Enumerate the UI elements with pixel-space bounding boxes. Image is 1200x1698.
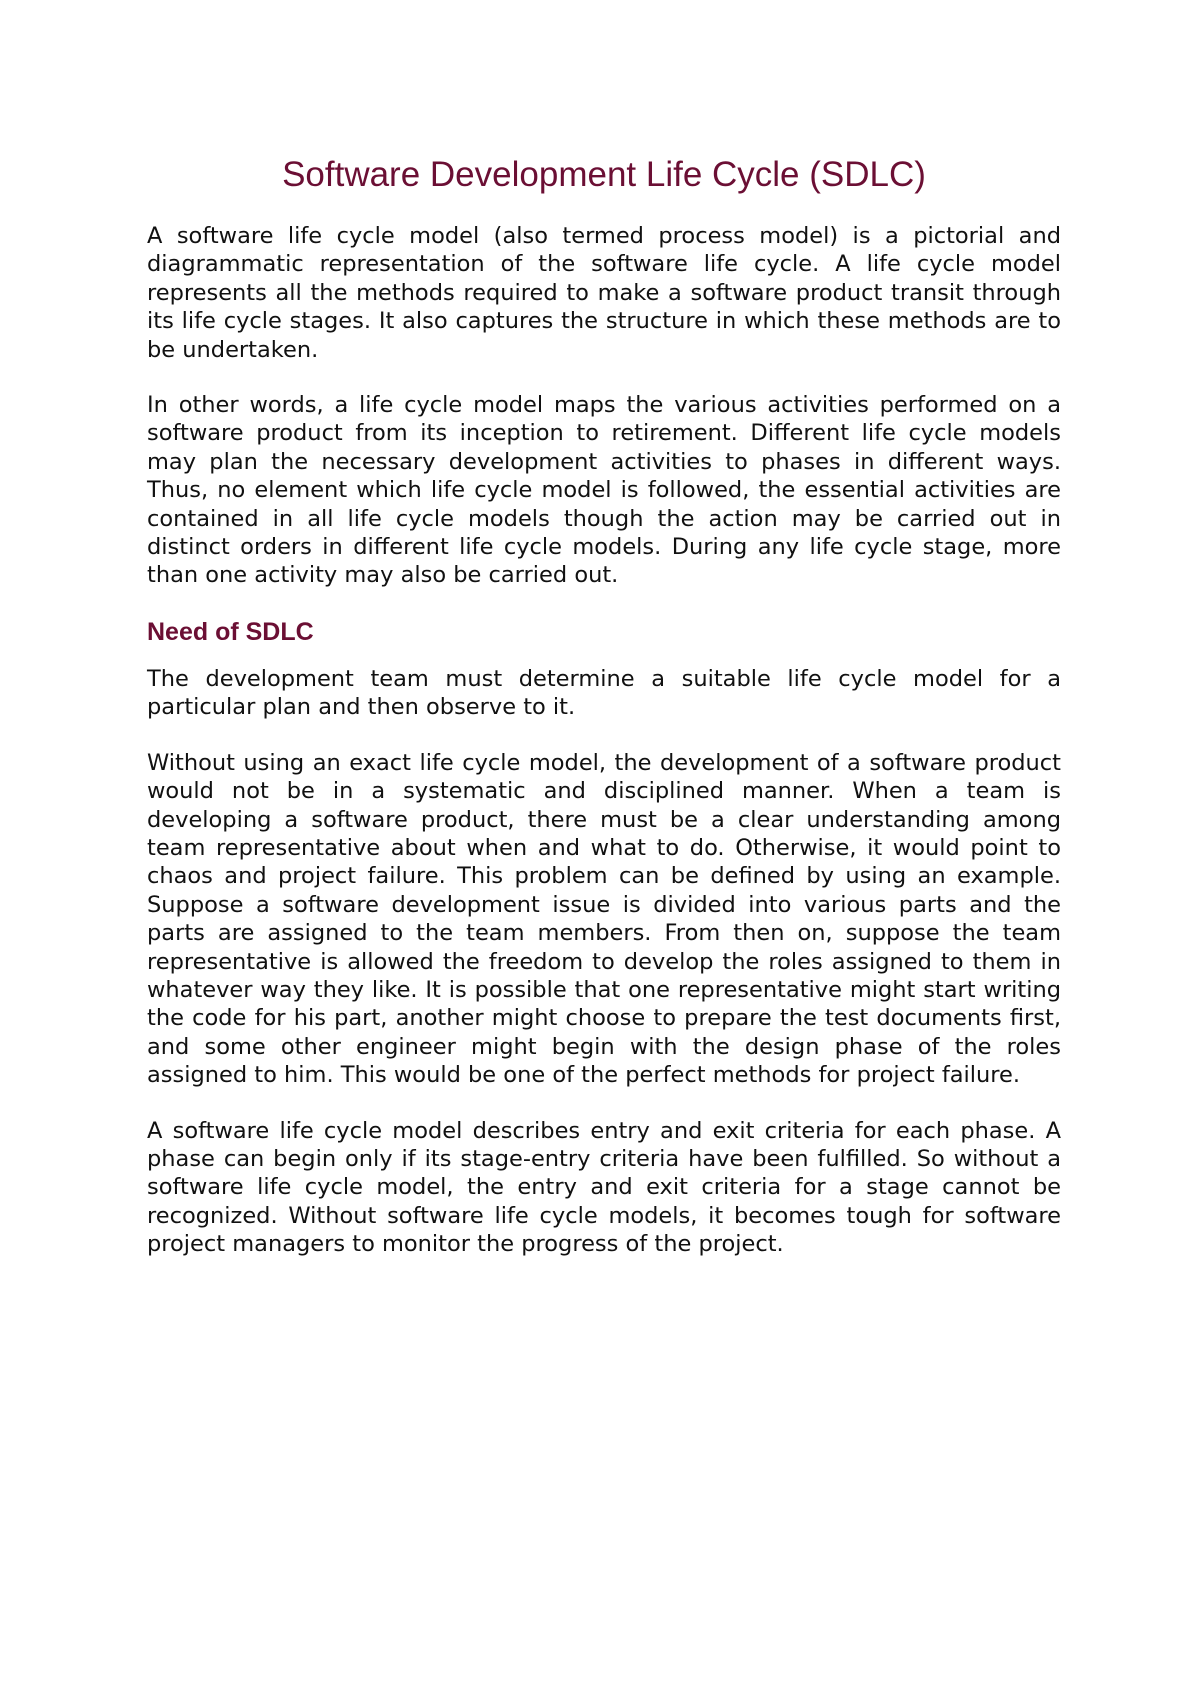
document-title: Software Development Life Cycle (SDLC) xyxy=(282,155,926,194)
section-heading-need-of-sdlc: Need of SDLC xyxy=(147,617,314,646)
section-paragraph-3: A software life cycle model describes entry and exit criteria for each phase. A phase can begin only if its stage-entry criteria have been fulfilled. So without a software life cycle model, the entry and exit criteria for a stage cannot be recognized. Without software life cycle models, it becomes tough for software project managers to monitor the progress of the project. xyxy=(147,1117,1061,1258)
intro-paragraph-2: In other words, a life cycle model maps the various activities performed on a software product from its inception to retirement. Different life cycle models may plan the necessary development activities to phases in different ways. Thus, no element which life cycle model is followed, the essential activities are contained in all life cycle models though the action may be carried out in distinct orders in different life cycle models. During any life cycle stage, more than one activity may also be carried out. xyxy=(147,392,1061,589)
intro-paragraph-1: A software life cycle model (also termed process model) is a pictorial and diagrammatic representation of the software life cycle. A life cycle model represents all the methods required to make a software product transit through its life cycle stages. It also captures the structure in which these methods are to be undertaken. xyxy=(147,223,1061,363)
section-paragraph-2: Without using an exact life cycle model, the development of a software product would not be in a systematic and disciplined manner. When a team is developing a software product, there must be a clear understanding among team representative about when and what to do. Otherwise, it would point to chaos and project failure. This problem can be defined by using an example. Suppose a software development issue is divided into various parts and the parts are assigned to the team members. From then on, suppose the team representative is allowed the freedom to develop the roles assigned to them in whatever way they like. It is possible that one representative might start writing the code for his part, another might choose to prepare the test documents first, and some other engineer might begin with the design phase of the roles assigned to him. This would be one of the perfect methods for project failure. xyxy=(147,749,1061,1089)
section-paragraph-1: The development team must determine a suitable life cycle model for a particular plan and then observe to it. xyxy=(147,665,1061,721)
document-page xyxy=(147,150,1061,1286)
